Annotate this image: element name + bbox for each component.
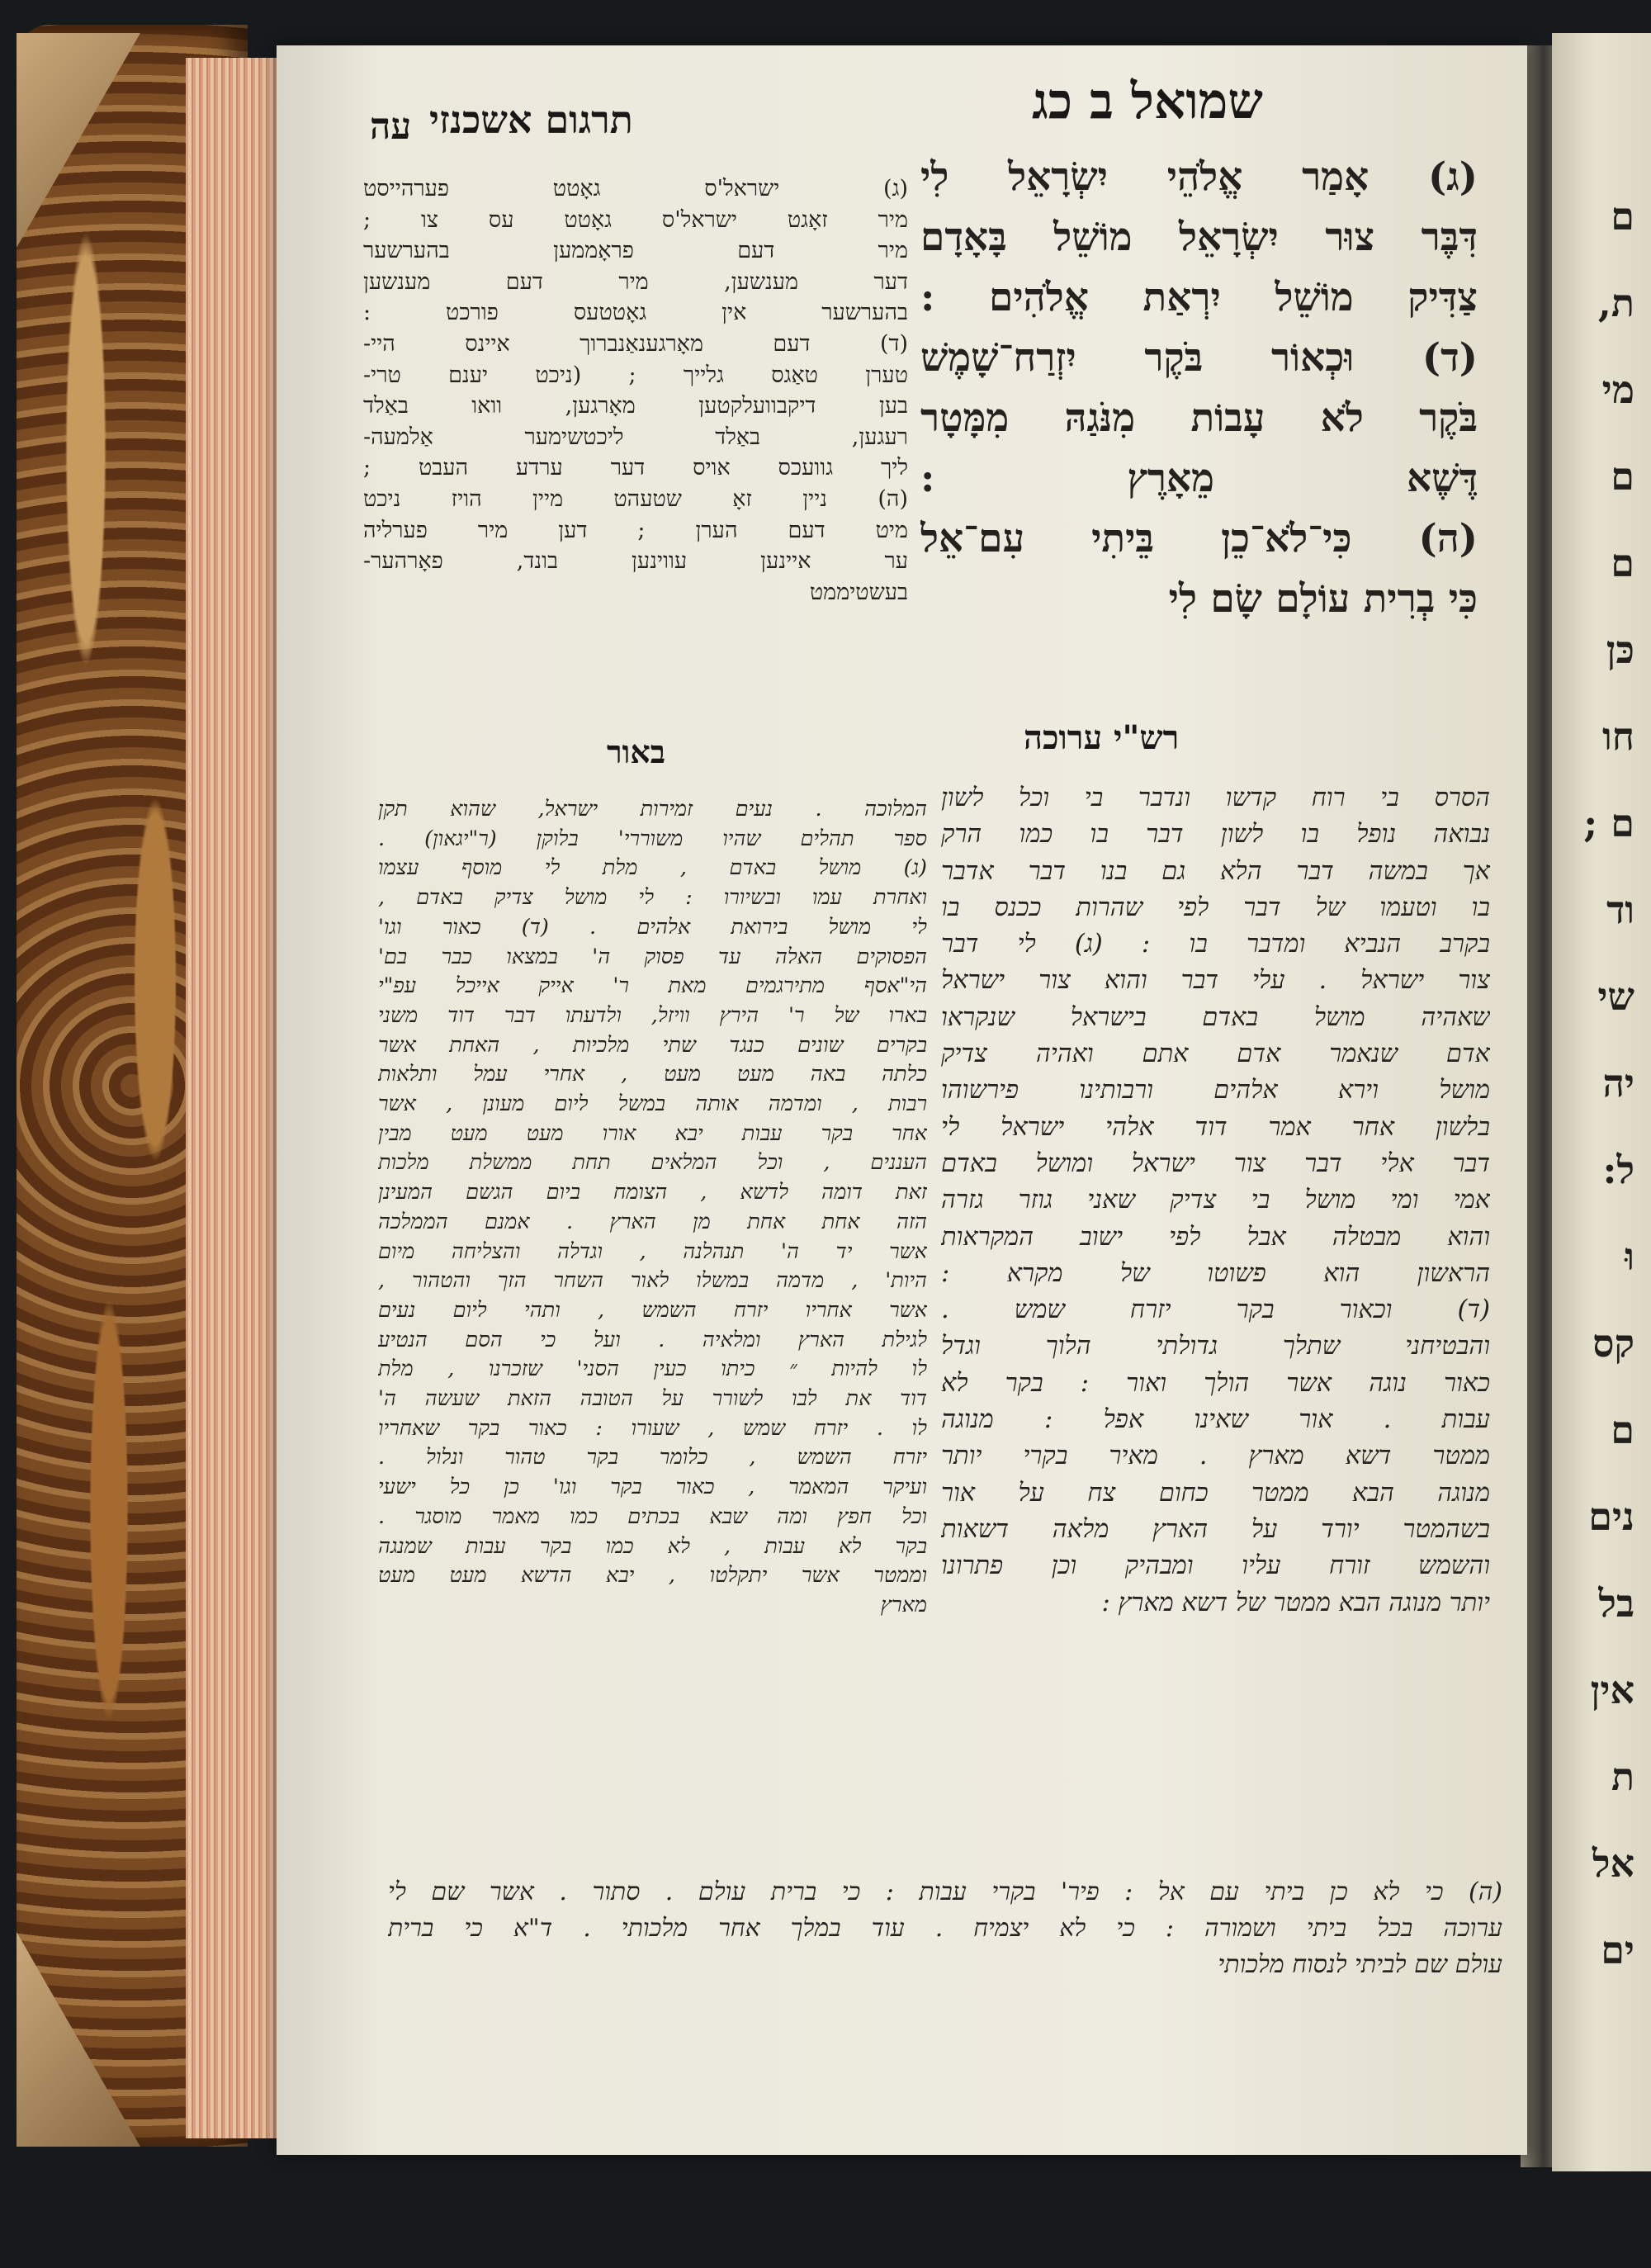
biur-line: לגילת הארץ ומלאיה . ועל כי הסם הנטיע (378, 1327, 927, 1352)
targum-line: (ה) ניין זאָ שטעהט מיין הויז ניכט (363, 485, 908, 512)
facing-page-fragment: חו (1602, 714, 1634, 759)
facing-page-text (1577, 173, 1634, 1972)
rashi-line: נבואה נופל בו לשון דבר בו כמו הרק (941, 820, 1490, 850)
biur-commentary (378, 795, 927, 1621)
targum-line: מיט דעם הערן ; דען מיר פערליה (363, 517, 908, 543)
biur-line: זאת דומה לדשא , הצומח ביום הגשם המעינן (378, 1180, 927, 1205)
rashi-line: עבות . אור שאינו אפל : מנוגה (941, 1405, 1490, 1435)
targum-line: בהערשער אין גאָטטעס פורכט : (363, 300, 908, 326)
bottom-line: (ה) כי לא כן ביתי עם אל : פיר' בקרי עבות : כי ברית עולם . סתור . אשר שם לי (388, 1877, 1502, 1906)
targum-column (363, 173, 908, 608)
biur-line: בקרים שונים כנגד שתי מלכיות , האחת אשר (378, 1032, 927, 1058)
biur-line: כלתה באה מעט מעט , אחרי עמל ותלאות (378, 1062, 927, 1087)
rashi-line: מושל וירא אלהים ורבותינו פירשוהו (941, 1076, 1490, 1106)
biur-line: היות' , מדמה במשלו לאור השחר הזך והטהור , (378, 1268, 927, 1294)
verse-column (920, 147, 1478, 629)
biur-line: מארץ (880, 1592, 927, 1617)
rashi-line: הסרס בי רוח קדשו ונדבר בי וכל לשון (941, 784, 1490, 812)
facing-page-fragment: ל: (1602, 1148, 1634, 1192)
biur-line: לו להיות ״ כיתו כעין הסני' שזכרנו , מלת (378, 1357, 927, 1382)
biur-line: יזרח השמש , כלומר בקר טהור ונלול . (378, 1445, 927, 1470)
biur-line: דוד את לבו לשורר על הטובה הזאת שעשה ה' (378, 1386, 927, 1412)
biur-line: ספר תהלים שהיו משוררי' בלוקן (ר"יגאון) . (378, 826, 927, 851)
rashi-line: בשהמטר יורד על הארץ מלאה דשאות (941, 1514, 1490, 1544)
biur-line: לי מושל בירואת אלהים . (ד) כאור וגו' (378, 914, 927, 940)
bottom-line: עולם שם לביתי לנסוח מלכותי (1218, 1950, 1502, 1979)
verse-line: כִּי בְרִית עוֹלָם שָׂם לִי (1168, 576, 1478, 622)
facing-page-fragment: קס (1592, 1321, 1634, 1366)
facing-page-fragment: שי (1597, 974, 1634, 1019)
targum-line: בען דיקבוועלקטען מאָרגען, וואו באַלד (363, 393, 908, 419)
facing-page-fragment: ים (1601, 1928, 1634, 1972)
biur-line: (ג) מושל באדם , מלת לי מוסף עצמו (378, 855, 927, 881)
facing-page-fragment: ת (1611, 1754, 1634, 1799)
targum-line: (ג) ישראל'ס גאָטט פערהייסט (363, 176, 908, 201)
biur-line: רבות , ומדמה אותה במשל ליום מעונן , אשר (378, 1091, 927, 1117)
rashi-line: והוא מבטלה אבל לפי ישוב המקראות (941, 1222, 1490, 1252)
facing-page-fragment: וד (1606, 888, 1634, 932)
targum-line: מיר דעם פראָממען בהערשער (363, 238, 908, 264)
targum-line: בעשטיממט (809, 579, 908, 605)
targum-line: דער מענשען, מיר דעם מענשען (363, 268, 908, 295)
rashi-commentary (941, 780, 1490, 1622)
rashi-line: והבטיחני שתלך גדולתי הלוך וגדל (941, 1332, 1490, 1361)
verse-line: בֹּקֶר לֹא עָבוֹת מִנֹּגַהּ מִמָּטָר (920, 395, 1478, 441)
facing-page-fragment: אל (1592, 1841, 1634, 1886)
rashi-line: צור ישראל . עלי דבר והוא צור ישראל (941, 966, 1490, 996)
rashi-line: דבר אלי דבר צור ישראל ומושל באדם (941, 1148, 1490, 1178)
rashi-line: יותר מנוגה הבא ממטר של דשא מארץ : (1101, 1588, 1490, 1617)
biur-line: לו . יזרח שמש , שעורו : כאור בקר שאחריו (378, 1415, 927, 1441)
verse-line: צַדִּיק מוֹשֵׁל יִרְאַת אֱלֹהִים : (920, 275, 1478, 320)
rashi-line: אך במשה דבר הלא גם בנו דבר אדבר (941, 856, 1490, 886)
rashi-line: אדם שנאמר אדם אתם ואהיה צדיק (941, 1039, 1490, 1069)
biur-line: אשר אחריו יזרח השמש , ותהי ליום נעים (378, 1297, 927, 1323)
rashi-line: בו וטעמו של דבר לפי שהרות ככנס בו (941, 893, 1490, 922)
rashi-line: אמי ומי מושל בי צדיק שאני גוזר גזרה (941, 1186, 1490, 1215)
rashi-line: הראשון הוא פשוטו של מקרא : (941, 1258, 1490, 1288)
biur-line: ואחרת עמו ובשיורו : לי מושל צדיק באדם , (378, 885, 927, 911)
rashi-line: שאהיה מושל באדם בישראל שנקראו (941, 1002, 1490, 1032)
facing-page-fragment: מי (1601, 367, 1634, 412)
targum-header: תרגום אשכנזי (429, 97, 633, 142)
biur-line: אחר בקר עבות יבא אורו מעט מעט מבין (378, 1120, 927, 1146)
biur-line: העננים , וכל המלאים תחת ממשלת מלכות (378, 1150, 927, 1176)
biur-line: המלוכה . נעים זמירות ישראל, שהוא תקן (378, 797, 927, 821)
bottom-line: ערוכה בכל ביתי ושמורה : כי לא יצמיח . עוד במלך אחר מלכותי . ד"א כי ברית (388, 1914, 1502, 1943)
facing-page-fragment: ם (1611, 454, 1634, 499)
facing-page-fragment: ם (1611, 194, 1634, 239)
biur-line: וממטר אשר יתקלטו , יבא הדשא מעט מעט (378, 1563, 927, 1589)
facing-page-fragment: יה (1602, 1061, 1634, 1106)
book-title-header: שמואל ב כג (1032, 73, 1263, 130)
biur-line: וכל חפץ ומה שבא בכתים כמו מאמר מוסגר . (378, 1503, 927, 1529)
biur-line: בקר לא עבות , לא כמו בקר עבות שמנגה (378, 1533, 927, 1559)
facing-page-fragment: נים (1588, 1494, 1634, 1539)
rashi-line: בקרב הנביא ומדבר בו : (ג) לי דבר (941, 930, 1490, 959)
targum-line: רעגען, באַלד ליכטשימער אַלמעה- (363, 424, 908, 450)
biur-line: אשר יד ה' תנהלנה , וגדלה והצליחה מיום (378, 1238, 927, 1264)
verse-line: דִּבֶּר צוּר יִשְׂרָאֵל מוֹשֵׁל בָּאָדָם (920, 215, 1478, 260)
targum-line: ער איינען עווינען בונד, פאָרהער- (363, 548, 908, 575)
facing-page-fragment: כּן (1606, 627, 1634, 672)
facing-page-fragment: אין (1590, 1668, 1634, 1712)
verse-line: דֶּשֶׁא מֵאָרֶץ : (920, 456, 1478, 501)
facing-page-fragment: ם ; (1583, 801, 1634, 845)
rashi-line: בלשון אחר אמר דוד אלהי ישראל לי (941, 1112, 1490, 1142)
biur-line: הזה אחת אחת מן הארץ . אמנם הממלכה (378, 1209, 927, 1234)
facing-page-fragment: ת, (1597, 281, 1634, 325)
rashi-line: מנוגה הבא ממטר כחום צח על אור (941, 1478, 1490, 1508)
rashi-line: (ד) וכאור בקר יזרח שמש . (941, 1295, 1490, 1325)
facing-page-fragment: ם (1611, 541, 1634, 585)
biur-title: באור (607, 733, 666, 770)
verse-line: (ג) אָמַר אֱלֹהֵי יִשְׂרָאֵל לִי (920, 154, 1478, 200)
rashi-continuation (388, 1874, 1502, 1983)
facing-page (1552, 33, 1651, 2171)
biur-line: הי"אסף מתירגמים מאת ר' אייק אייכל עפ"י (378, 973, 927, 999)
targum-line: ליך גוועכס אויס דער ערדע העבט ; (363, 455, 908, 481)
facing-page-fragment: ם (1611, 1408, 1634, 1452)
page-number: עה (370, 106, 412, 148)
rashi-line: ממטר דשא מארץ . מאיר בקרי יותר (941, 1442, 1490, 1471)
rashi-line: כאור נוגה אשר הולך ואור : בקר לא (941, 1368, 1490, 1398)
biur-line: בארו של ר' הירץ וויזל, ולדעתו דבר דוד משני (378, 1002, 927, 1028)
page-edges (186, 58, 285, 2138)
facing-page-fragment: בל (1598, 1581, 1634, 1626)
rashi-line: והשמש זורח עליו ומבהיק וכן פתרונו (941, 1551, 1490, 1581)
verse-line: (ה) כִּי־לֹא־כֵן בֵּיתִי עִם־אֵל (920, 516, 1478, 561)
biur-line: הפסוקים האלה עד פסוק ה' במצאו כבר בם' (378, 944, 927, 969)
rashi-title: רש"י ערוכה (1024, 718, 1180, 757)
biur-line: ועיקר המאמר , כאור בקר וגו' כן כל ישעי (378, 1475, 927, 1500)
targum-line: מיר זאָגט ישראל'ס גאָטט עס צו ; (363, 206, 908, 233)
targum-line: (ד) דעם מאָרגענאַנברוך איינס היי- (363, 330, 908, 357)
verse-line: (ד) וּכְאוֹר בֹּקֶר יִזְרַח־שָׁמֶשׁ (920, 335, 1478, 381)
targum-line: טערן טאַגס גלייך ; (ניכט יענם טרי- (363, 362, 908, 388)
facing-page-fragment: וּ (1625, 1234, 1634, 1279)
